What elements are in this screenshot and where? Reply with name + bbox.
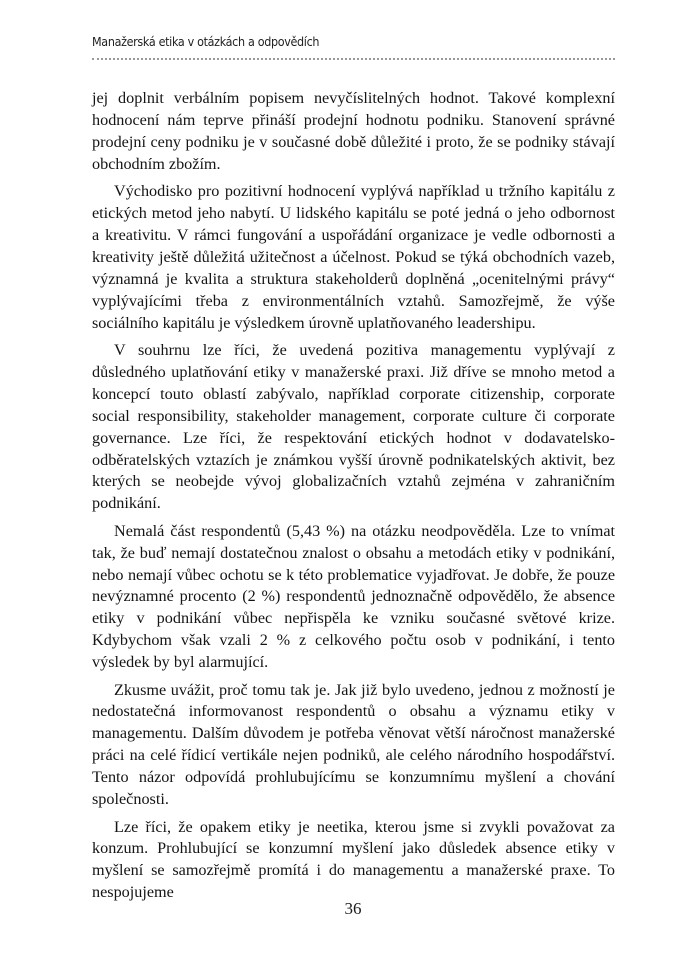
- paragraph-1-continued: jej doplnit verbálním popisem nevyčíslitelných hodnot. Takové komplexní hodnocení nám teprve přináší prodejní hodnotu podniku. Stanovení správné prodejní ceny podniku je v současné době důležité i proto, že se podniky stávají obchodním zbožím.: [92, 89, 615, 173]
- paragraph-5: Zkusme uvážit, proč tomu tak je. Jak již bylo uvedeno, jednou z možností je nedostatečná informovanost respondentů o obsahu a významu etiky v managementu. Dalším důvodem je potřeba věnovat větší náročnost manažerské práci na celé řídicí vertikále nejen podniků, ale celého národního hospodářství. Tento názor odpovídá prohlubujícímu se konzumnímu myšlení a chování společnosti.: [92, 680, 615, 809]
- paragraph-3: V souhrnu lze říci, že uvedená pozitiva managementu vyplývají z důsledného uplatňování etiky v manažerské praxi. Již dříve se mnoho metod a koncepcí touto oblastí zabývalo, například corporate citizenship, corporate social responsibility, stakeholder management, corporate culture či corporate governance. Lze říci, že respektování etických hodnot v dodavatelsko-odběratelských vztazích je známkou vyšší úrovně podnikatelských aktivit, bez kterých se neobejde vývoj globalizačních vztahů zejména v zahraničním podnikání.: [92, 340, 615, 513]
- paragraph-2: Východisko pro pozitivní hodnocení vyplývá například u tržního kapitálu z etických metod jeho nabytí. U lidského kapitálu se poté jedná o jeho odbornost a kreativitu. V rámci fungování a uspořádání organizace je vedle odbornosti a kreativity ještě důležitá užitečnost a účelnost. Pokud se týká obchodních vazeb, významná je kvalita a struktura stakeholderů doplněná „ocenitelnými právy“ vyplývajícími třeba z environmentálních vztahů. Samozřejmě, že výše sociálního kapitálu je výsledkem úrovně uplatňovaného leadershipu.: [92, 182, 615, 332]
- page-number: 36: [344, 899, 362, 918]
- paragraph-6: Lze říci, že opakem etiky je neetika, kterou jsme si zvykli považovat za konzum. Prohlubující se konzumní myšlení jako důsledek absence etiky v myšlení se samozřejmě promítá i do managementu a manažerské praxe. To nespojujeme: [92, 817, 615, 902]
- paragraph-4: Nemalá část respondentů (5,43 %) na otázku neodpověděla. Lze to vnímat tak, že buď nemají dostatečnou znalost o obsahu a metodách etiky v podnikání, nebo nemají vůbec ochotu se k této problematice vyjadřovat. Je dobře, že pouze nevýznamné procento (2 %) respondentů jednoznačně odpovědělo, že absence etiky v podnikání vůbec nepřispěla ke vzniku současné světové krize. Kdybychom však vzali 2 % z celkového počtu osob v podnikání, i tento výsledek by byl alarmující.: [92, 521, 615, 672]
- header-dotted-rule: [92, 58, 615, 60]
- running-header-title: Manažerská etika v otázkách a odpovědích: [92, 35, 320, 49]
- body-text: [92, 88, 615, 910]
